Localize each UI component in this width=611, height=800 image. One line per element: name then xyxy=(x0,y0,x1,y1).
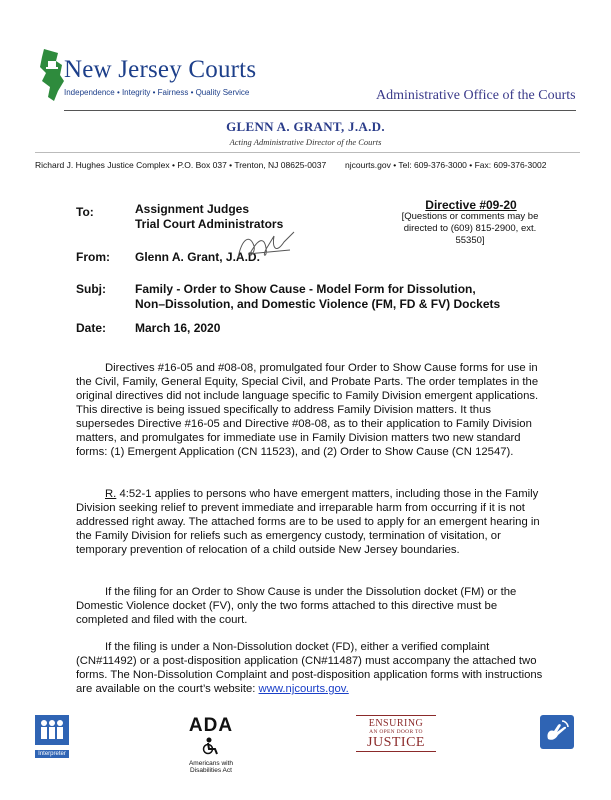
signature-mark xyxy=(228,228,300,268)
interpreter-label: Interpreter xyxy=(35,750,69,758)
to-line-1: Assignment Judges xyxy=(135,202,250,216)
directive-contact-note: [Questions or comments may be directed to (609) 815-2900, ext. 55350] xyxy=(401,211,539,246)
address-right: njcourts.gov • Tel: 609-376-3000 • Fax: 609-376-3002 xyxy=(345,160,547,170)
nj-map-logo-icon xyxy=(36,47,66,103)
logo-tagline: Independence • Integrity • Fairness • Quality Service xyxy=(64,88,250,97)
paragraph-2 xyxy=(76,487,546,557)
paragraph-4-text: If the filing is under a Non-Dissolution docket (FD), either a verified complaint (CN#11492) or a post-disposition application (CN#11487) must accompany the attached two forms. The Non-Dissolution Complaint and post-disposition application forms with instructions are available on the court’s website: xyxy=(76,641,543,695)
subj-line-1: Family - Order to Show Cause - Model Form for Dissolution, xyxy=(135,282,476,296)
address-left: Richard J. Hughes Justice Complex • P.O. Box 037 • Trenton, NJ 08625-0037 xyxy=(35,160,327,170)
to-label: To: xyxy=(76,205,94,219)
paragraph-4 xyxy=(76,640,546,696)
njcourts-website-link[interactable]: www.njcourts.gov. xyxy=(258,683,349,695)
paragraph-2-text: 4:52-1 applies to persons who have emergent matters, including those in the Family Division seeking relief to prevent immediate and irreparable harm from occurring if it is not addressed right away. The attached forms are to be used to apply for an emergent hearing in the Family Division for reliefs such as emergency custody, termination of visitation, or temporary prevention of relocation of a child outside New Jersey boundaries. xyxy=(76,488,540,556)
ada-sub-2: Disabilities Act xyxy=(190,767,232,774)
ensuring-line-2: AN OPEN DOOR TO xyxy=(369,729,423,735)
ada-label: ADA xyxy=(188,715,234,736)
rule-reference: R. xyxy=(105,488,117,500)
from-label: From: xyxy=(76,250,110,264)
ada-sub-1: Americans with xyxy=(188,760,234,767)
ensuring-justice-badge xyxy=(356,715,436,752)
directive-number: Directive #09-20 xyxy=(425,198,517,212)
director-role: Acting Administrative Director of the Courts xyxy=(229,137,382,147)
to-line-2: Trial Court Administrators xyxy=(135,217,284,231)
logo-title: New Jersey Courts xyxy=(64,56,257,83)
director-name: GLENN A. GRANT, J.A.D. xyxy=(226,119,385,134)
wheelchair-icon xyxy=(200,737,222,755)
header-rule xyxy=(64,110,576,111)
interpreter-icon xyxy=(35,715,69,745)
from-value: Glenn A. Grant, J.A.D. xyxy=(135,250,260,264)
office-name: Administrative Office of the Courts xyxy=(376,88,576,103)
sign-language-icon xyxy=(540,715,574,749)
ensuring-line-1: ENSURING xyxy=(356,715,436,729)
date-label: Date: xyxy=(76,321,107,335)
paragraph-3: If the filing for an Order to Show Cause is under the Dissolution docket (FM) or the Domestic Violence docket (FV), only the two forms attached to this directive must be completed and filed with the court. xyxy=(76,586,517,626)
subj-line-2: Non–Dissolution, and Domestic Violence (FM, FD & FV) Dockets xyxy=(135,297,501,311)
paragraph-1: Directives #16-05 and #08-08, promulgated four Order to Show Cause forms for use in the Civil, Family, General Equity, Special Civil, and Probate Parts. The order templates in the original directives did not include language specific to Family Division emergent applications. This directive is being issued specifically to address Family Division matters. It thus supersedes Directive #16-05 and Directive #08-08, as to their application to Family Division matters, and promulgates for immediate use in Family Division matters two new standard forms: (1) Emergent Application (CN 11523), and (2) Order to Show Cause (CN 12547). xyxy=(76,362,539,458)
interpreter-badge xyxy=(35,715,69,758)
subj-label: Subj: xyxy=(76,282,106,296)
ensuring-line-3: JUSTICE xyxy=(356,735,436,752)
ada-badge xyxy=(176,715,246,774)
date-value: March 16, 2020 xyxy=(135,321,221,335)
address-rule xyxy=(35,152,580,153)
